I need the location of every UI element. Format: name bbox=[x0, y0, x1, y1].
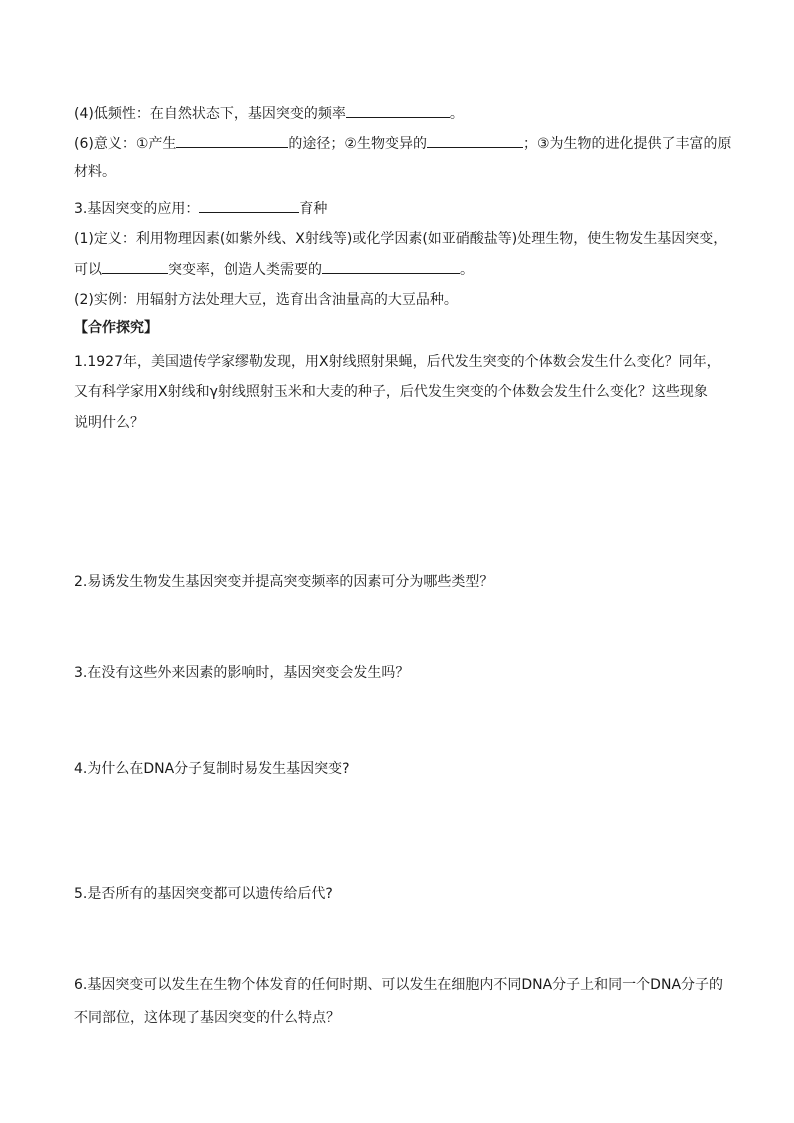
answer-blank-increase[interactable] bbox=[102, 259, 168, 274]
answer-blank-frequency[interactable] bbox=[346, 103, 450, 118]
question-4: 4.为什么在DNA分子复制时易发生基因突变? bbox=[74, 761, 350, 777]
application-text: 3.基因突变的应用： bbox=[74, 201, 200, 217]
example-line: (2)实例：用辐射方法处理大豆，选育出含油量高的大豆品种。 bbox=[74, 292, 458, 308]
low-frequency-text: (4)低频性：在自然状态下，基因突变的频率 bbox=[74, 106, 346, 122]
definition-line: (1)定义：利用物理因素(如紫外线、X射线等)或化学因素(如亚硝酸盐等)处理生物，使生物发生基因突变， bbox=[74, 231, 728, 247]
application-line bbox=[74, 198, 732, 219]
definition-line-cont bbox=[74, 259, 732, 280]
low-frequency-line bbox=[74, 103, 732, 124]
question-6-line-2: 不同部位，这体现了基因突变的什么特点？ bbox=[74, 1010, 340, 1026]
answer-blank-variation-source[interactable] bbox=[427, 133, 523, 148]
definition-text-2: 突变率，创造人类需要的 bbox=[168, 262, 322, 278]
application-suffix: 育种 bbox=[299, 201, 328, 217]
significance-line-cont: 材料。 bbox=[74, 164, 116, 180]
question-6-line-1: 6.基因突变可以发生在生物个体发育的任何时期、可以发生在细胞内不同DNA分子上和同一个DNA分子的 bbox=[74, 977, 724, 993]
section-heading: 【合作探究】 bbox=[74, 320, 158, 336]
question-3: 3.在没有这些外来因素的影响时，基因突变会发生吗？ bbox=[74, 665, 410, 681]
question-1-line-3: 说明什么？ bbox=[74, 415, 144, 431]
question-1-line-2: 又有科学家用X射线和γ射线照射玉米和大麦的种子，后代发生突变的个体数会发生什么变化？这些现象 bbox=[74, 384, 708, 400]
answer-blank-new-gene[interactable] bbox=[176, 133, 288, 148]
question-1-line-1: 1.1927年，美国遗传学家缪勒发现，用X射线照射果蝇，后代发生突变的个体数会发生什么变化？同年， bbox=[74, 354, 721, 370]
answer-blank-new-type[interactable] bbox=[322, 259, 460, 274]
punctuation: 。 bbox=[460, 262, 474, 278]
question-5: 5.是否所有的基因突变都可以遗传给后代? bbox=[74, 886, 333, 902]
significance-line bbox=[74, 133, 732, 154]
punctuation: 。 bbox=[449, 106, 464, 122]
significance-text-1: (6)意义：①产生 bbox=[74, 136, 177, 152]
definition-text-1: 可以 bbox=[74, 262, 102, 278]
significance-text-2: 的途径；②生物变异的 bbox=[288, 136, 427, 152]
question-2: 2.易诱发生物发生基因突变并提高突变频率的因素可分为哪些类型？ bbox=[74, 574, 494, 590]
significance-text-3: ；③为生物的进化提供了丰富的原 bbox=[522, 136, 732, 152]
answer-blank-breeding-type[interactable] bbox=[199, 198, 299, 213]
